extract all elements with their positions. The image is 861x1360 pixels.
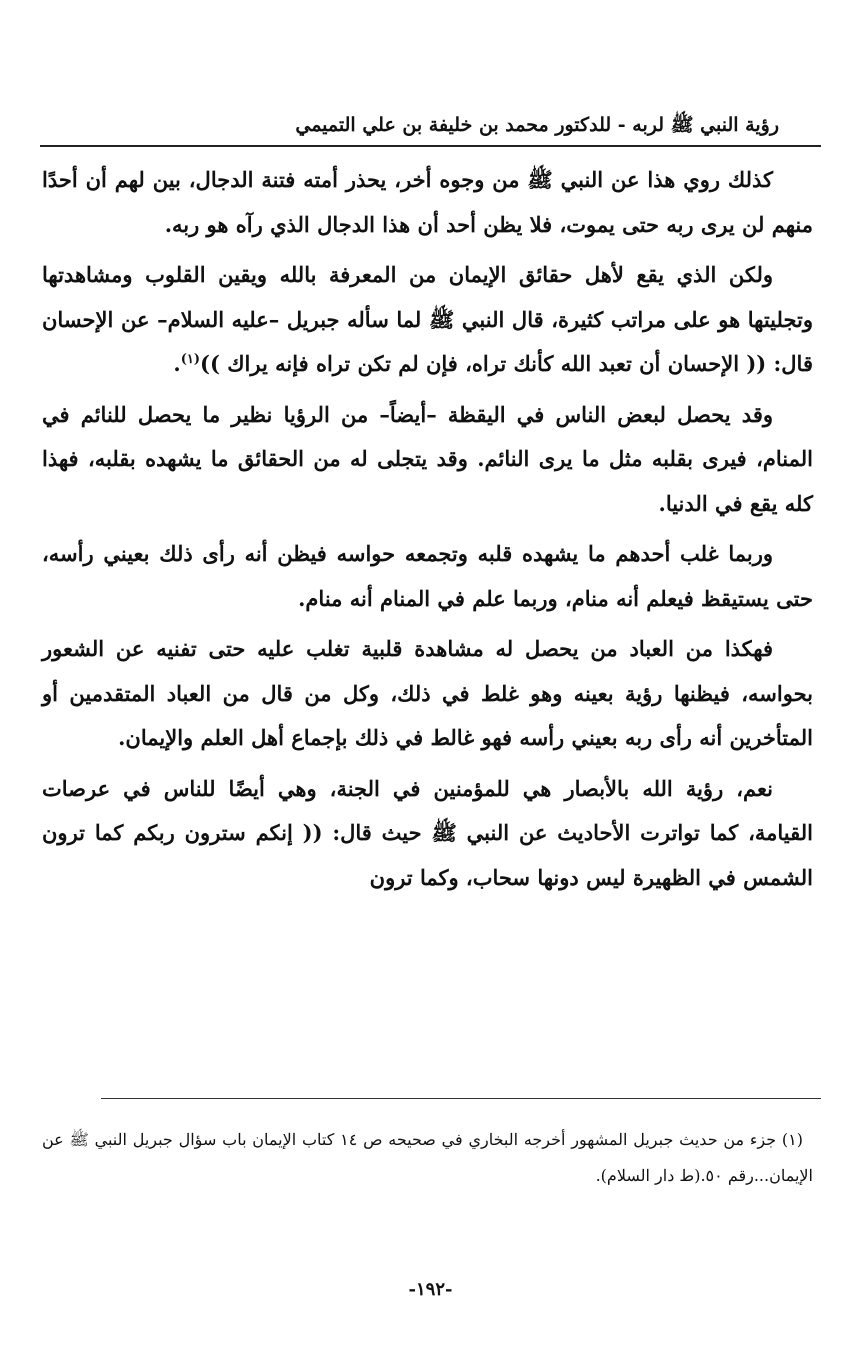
paragraph-3: وقد يحصل لبعض الناس في اليقظة –أيضاً– من الرؤيا نظير ما يحصل للنائم في المنام، فيرى بقلبه مثل ما يرى النائم. وقد يتجلى له من الحقائق ما يشهده بقلبه، فهذا كله يقع في الدنيا. xyxy=(42,401,813,516)
header-rule xyxy=(40,145,821,147)
footnote xyxy=(42,1122,813,1194)
footnote-rule xyxy=(101,1098,821,1099)
paragraph-6: نعم، رؤية الله بالأبصار هي للمؤمنين في الجنة، وهي أيضًا للناس في عرصات القيامة، كما تواترت الأحاديث عن النبي ﷺ حيث قال: (( إنكم سترون ربكم كما ترون الشمس في الظهيرة ليس دونها سحاب، وكما ترون xyxy=(42,775,813,890)
paragraph-2-end: . xyxy=(173,351,181,376)
footnote-text: (١) جزء من حديث جبريل المشهور أخرجه البخاري في صحيحه ص ١٤ كتاب الإيمان باب سؤال جبريل النبي ﷺ عن الإيمان...رقم ٥٠.(ط دار السلام). xyxy=(42,1130,813,1185)
paragraph-5: فهكذا من العباد من يحصل له مشاهدة قلبية تغلب عليه حتى تفنيه عن الشعور بحواسه، فيظنها رؤية بعينه وهو غلط في ذلك، وكل من قال من العباد المتقدمين أو المتأخرين أنه رأى ربه بعيني رأسه فهو غالط في ذلك بإجماع أهل العلم والإيمان. xyxy=(42,636,813,750)
paragraph-4: وربما غلب أحدهم ما يشهده قلبه وتجمعه حواسه فيظن أنه رأى ذلك بعيني رأسه، حتى يستيقظ فيعلم أنه منام، وربما علم في المنام أنه منام. xyxy=(42,541,813,611)
page-number: -١٩٢- xyxy=(408,1279,453,1300)
paragraph-2 xyxy=(42,253,813,387)
footnote-marker: (١) xyxy=(180,352,201,367)
paragraph-2-text: ولكن الذي يقع لأهل حقائق الإيمان من المعرفة بالله ويقين القلوب ومشاهدتها وتجليتها هو على مراتب كثيرة، قال النبي ﷺ لما سأله جبريل –عليه السلام– عن الإحسان قال: (( الإحسان أن تعبد الله كأنك تراه، فإن لم تكن تراه فإنه يراك )) xyxy=(42,262,813,376)
paragraph-1: كذلك روي هذا عن النبي ﷺ من وجوه أخر، يحذر أمته فتنة الدجال، بين لهم أن أحدًا منهم لن يرى ربه حتى يموت، فلا يظن أحد أن هذا الدجال الذي رآه هو ربه. xyxy=(42,167,813,237)
main-text xyxy=(42,158,813,906)
running-header: رؤية النبي ﷺ لربه - للدكتور محمد بن خليفة بن علي التميمي xyxy=(295,114,779,136)
